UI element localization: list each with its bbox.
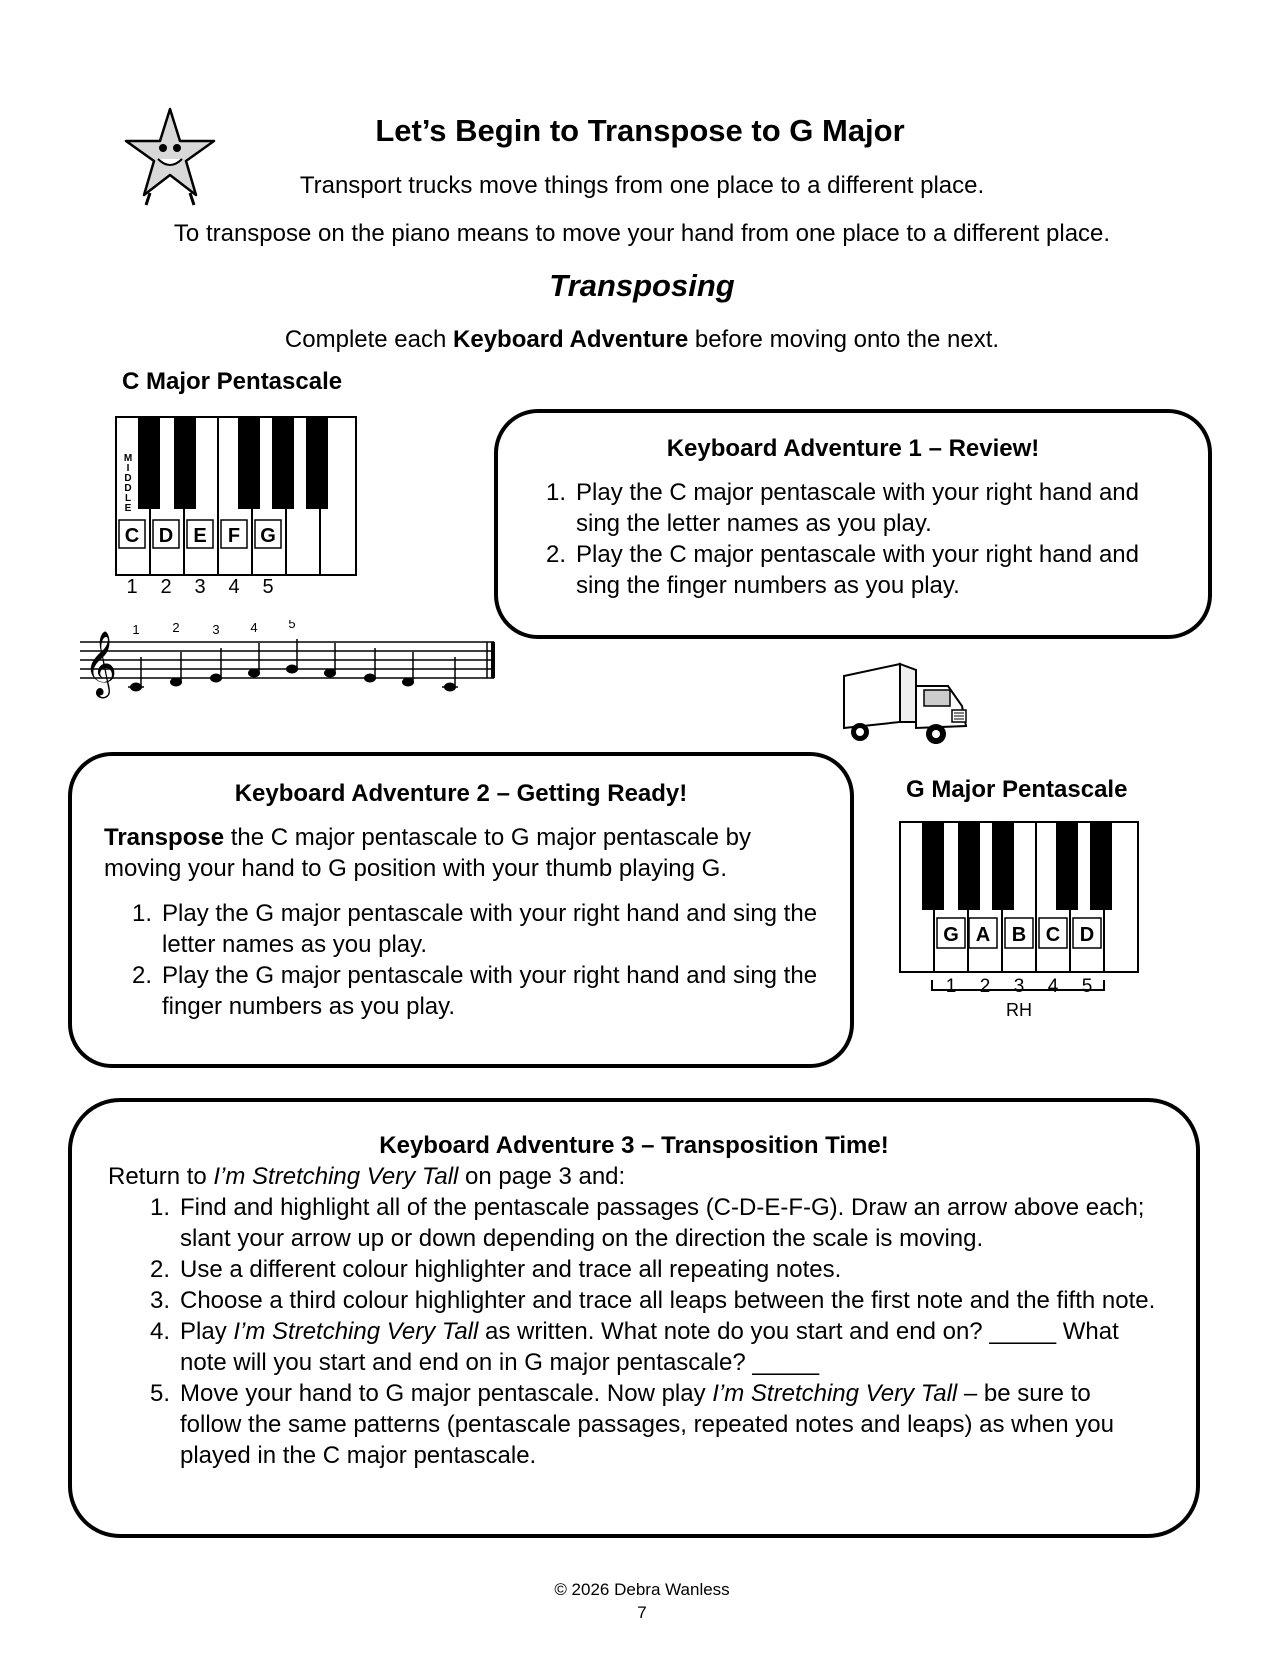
c-middle-letter: D bbox=[124, 483, 132, 494]
list-text: Play the G major pentascale with your right hand and sing the finger numbers as you play. bbox=[162, 962, 818, 1020]
c-middle-letter: E bbox=[124, 503, 132, 514]
list-num: 2. bbox=[149, 1256, 170, 1283]
list-num: 2. bbox=[131, 962, 152, 989]
g-pentascale-label: G Major Pentascale bbox=[906, 776, 1128, 803]
instruction-bold: Keyboard Adventure bbox=[453, 326, 689, 353]
adventure-1-box bbox=[494, 409, 1212, 639]
g-key-letter: A bbox=[975, 924, 991, 946]
adventure-2-box bbox=[68, 752, 854, 1068]
adventure-1-list bbox=[538, 477, 1168, 601]
list-item bbox=[142, 1192, 1156, 1254]
adventure-2-intro bbox=[104, 822, 810, 884]
adventure-3-box bbox=[68, 1098, 1200, 1538]
g-key-letter: B bbox=[1011, 924, 1027, 946]
list-item bbox=[124, 898, 820, 960]
staff-finger-number: 1 bbox=[132, 622, 140, 637]
list-text: Find and highlight all of the pentascale passages (C-D-E-F-G). Draw an arrow above each; slant your arrow up or down depending on the direction the scale is moving. bbox=[180, 1194, 1145, 1252]
adventure-3-intro-post: on page 3 and: bbox=[458, 1163, 626, 1190]
list-text: Choose a third colour highlighter and trace all leaps between the first note and the fifth note. bbox=[180, 1287, 1156, 1314]
list-text-italic: I’m Stretching Very Tall bbox=[233, 1318, 479, 1345]
list-text-post: – be sure to follow the same patterns (pentascale passages, repeated notes and leaps) as when you played in the C major pentascale. bbox=[180, 1380, 1114, 1469]
c-finger-number: 3 bbox=[194, 576, 206, 595]
c-middle-letter: L bbox=[124, 493, 132, 504]
g-finger-number: 5 bbox=[1081, 976, 1093, 997]
adventure-3-intro bbox=[108, 1161, 1166, 1192]
list-item bbox=[124, 960, 820, 1022]
c-finger-number: 5 bbox=[262, 576, 274, 595]
g-hand-label: RH bbox=[1006, 1000, 1032, 1020]
page-title: Let’s Begin to Transpose to G Major bbox=[375, 113, 905, 148]
list-num: 5. bbox=[149, 1380, 170, 1407]
list-num: 2. bbox=[545, 541, 566, 568]
c-middle-letter: I bbox=[126, 463, 130, 474]
treble-clef-icon: 𝄞 bbox=[84, 631, 118, 694]
list-num: 1. bbox=[149, 1194, 170, 1221]
adventure-1-title: Keyboard Adventure 1 – Review! bbox=[666, 435, 1040, 462]
g-key-letter: C bbox=[1045, 924, 1061, 946]
list-item bbox=[142, 1378, 1156, 1471]
staff-finger-number: 5 bbox=[288, 620, 296, 631]
list-num: 4. bbox=[149, 1318, 170, 1345]
list-item bbox=[538, 539, 1168, 601]
adventure-2-title: Keyboard Adventure 2 – Getting Ready! bbox=[234, 780, 688, 807]
list-num: 1. bbox=[131, 900, 152, 927]
g-finger-number: 4 bbox=[1047, 976, 1059, 997]
adventure-3-list bbox=[142, 1192, 1156, 1471]
list-text: Play the C major pentascale with your right hand and sing the letter names as you play. bbox=[576, 479, 1139, 537]
list-item bbox=[538, 477, 1168, 539]
list-num: 3. bbox=[149, 1287, 170, 1314]
list-text: Play the G major pentascale with your right hand and sing the letter names as you play. bbox=[162, 900, 818, 958]
list-text-italic: I’m Stretching Very Tall bbox=[712, 1380, 958, 1407]
list-text-pre: Move your hand to G major pentascale. Now play bbox=[180, 1380, 713, 1407]
staff-finger-number: 4 bbox=[250, 620, 258, 635]
list-text: Use a different colour highlighter and trace all repeating notes. bbox=[180, 1256, 842, 1283]
adventure-2-intro-rest: the C major pentascale to G major pentascale by moving your hand to G position with your thumb playing G. bbox=[104, 824, 751, 882]
list-text-post: as written. What note do you start and end on? _____ What note will you start and end on in G major pentascale? _____ bbox=[180, 1318, 1119, 1376]
adventure-3-intro-pre: Return to bbox=[108, 1163, 214, 1190]
list-text: Play the C major pentascale with your right hand and sing the finger numbers as you play. bbox=[576, 541, 1139, 599]
c-key-letter: D bbox=[158, 525, 174, 547]
intro-line-1: Transport trucks move things from one place to a different place. bbox=[299, 172, 985, 199]
instruction-pre: Complete each bbox=[284, 326, 454, 353]
footer-page-number: 7 bbox=[637, 1603, 647, 1622]
adventure-2-list bbox=[124, 898, 820, 1022]
staff-finger-number: 3 bbox=[212, 622, 220, 637]
c-key-letter: C bbox=[124, 525, 140, 547]
g-key-letter: D bbox=[1079, 924, 1095, 946]
c-key-letter: F bbox=[227, 525, 241, 547]
g-keyboard-diagram bbox=[898, 820, 1148, 1025]
instruction-line bbox=[140, 326, 1144, 354]
list-item bbox=[142, 1316, 1156, 1378]
g-finger-number: 1 bbox=[945, 976, 957, 997]
g-finger-number: 3 bbox=[1013, 976, 1025, 997]
c-finger-number: 4 bbox=[228, 576, 240, 595]
list-text-pre: Play bbox=[180, 1318, 234, 1345]
footer-copyright: © 2026 Debra Wanless bbox=[554, 1580, 730, 1599]
staff-finger-number: 2 bbox=[172, 620, 180, 635]
g-key-letter: G bbox=[943, 924, 959, 946]
instruction-post: before moving onto the next. bbox=[688, 326, 1000, 353]
adventure-2-intro-bold: Transpose bbox=[104, 824, 225, 851]
c-middle-letter: M bbox=[123, 453, 133, 464]
list-item bbox=[142, 1285, 1156, 1316]
c-middle-letter: D bbox=[124, 473, 132, 484]
truck-icon bbox=[840, 662, 980, 752]
list-item bbox=[142, 1254, 1156, 1285]
g-finger-number: 2 bbox=[979, 976, 991, 997]
c-key-letter: E bbox=[193, 525, 207, 547]
c-key-letter: G bbox=[260, 525, 276, 547]
list-num: 1. bbox=[545, 479, 566, 506]
adventure-3-intro-italic: I’m Stretching Very Tall bbox=[213, 1163, 459, 1190]
c-pentascale-label: C Major Pentascale bbox=[122, 368, 343, 395]
adventure-3-title: Keyboard Adventure 3 – Transposition Time! bbox=[379, 1132, 889, 1159]
intro-line-2: To transpose on the piano means to move your hand from one place to a different place. bbox=[173, 220, 1111, 247]
c-keyboard-diagram bbox=[114, 415, 364, 595]
c-finger-number: 2 bbox=[160, 576, 172, 595]
section-subtitle: Transposing bbox=[549, 268, 735, 303]
c-pentascale-staff bbox=[78, 620, 498, 705]
c-finger-number: 1 bbox=[126, 576, 138, 595]
